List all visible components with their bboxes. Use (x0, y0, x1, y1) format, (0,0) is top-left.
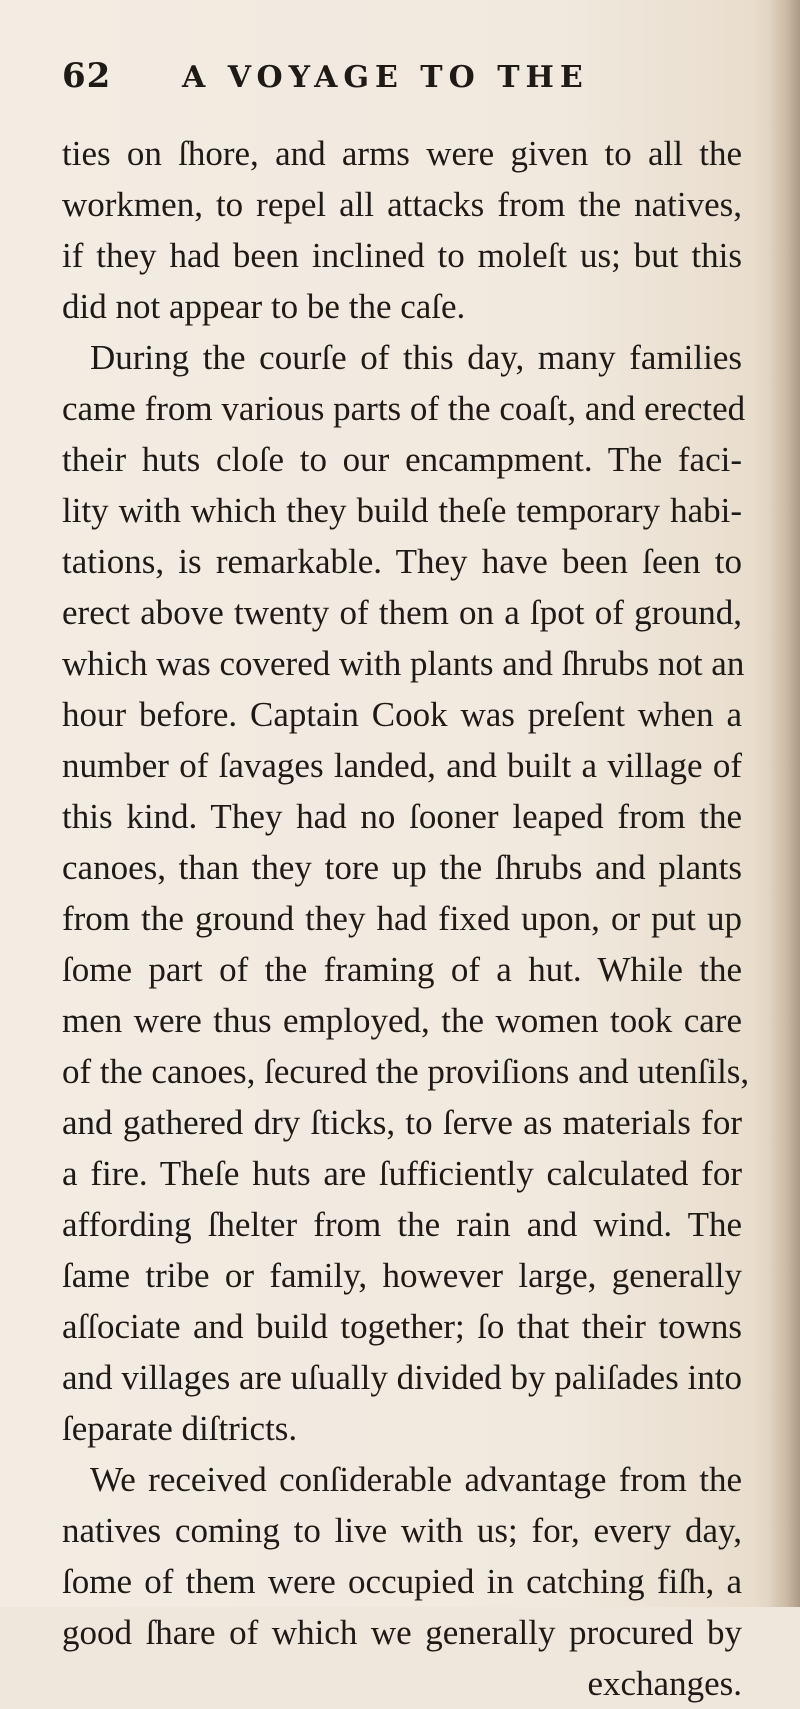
text-line: natives coming to live with us; for, every day, (62, 1511, 742, 1550)
page-number: 62 (62, 56, 112, 96)
text-line: aſſociate and build together; ſo that their towns (62, 1307, 742, 1346)
text-line: affording ſhelter from the rain and wind. The (62, 1205, 742, 1244)
text-line: exchanges. (587, 1664, 742, 1703)
text-line: did not appear to be the caſe. (62, 287, 466, 326)
text-line: erect above twenty of them on a ſpot of ground, (62, 593, 742, 632)
text-line: which was covered with plants and ſhrubs not an (62, 644, 745, 683)
text-line: ſeparate diſtricts. (62, 1409, 298, 1448)
text-line: their huts cloſe to our encampment. The faci- (62, 440, 742, 479)
text-line: a fire. Theſe huts are ſufficiently calculated for (62, 1154, 742, 1193)
text-line: ties on ſhore, and arms were given to all the (62, 134, 742, 173)
text-line: ſome part of the framing of a hut. While the (62, 950, 742, 989)
text-line: lity with which they build theſe temporary habi- (62, 491, 742, 530)
text-line: number of ſavages landed, and built a village of (62, 746, 742, 785)
text-line: from the ground they had fixed upon, or put up (62, 899, 742, 938)
text-line: ſame tribe or family, however large, generally (62, 1256, 742, 1295)
text-line: good ſhare of which we generally procured by (62, 1613, 742, 1652)
text-line: tations, is remarkable. They have been ſeen to (62, 542, 742, 581)
text-line: of the canoes, ſecured the proviſions and utenſils, (62, 1052, 750, 1091)
text-line: hour before. Captain Cook was preſent when a (62, 695, 742, 734)
running-head (62, 56, 742, 106)
text-line: We received conſiderable advantage from the (90, 1460, 742, 1499)
page-edge-shadow (768, 0, 800, 1607)
text-line: came from various parts of the coaſt, and erected (62, 389, 746, 428)
text-line: this kind. They had no ſooner leaped from the (62, 797, 742, 836)
text-line: and villages are uſually divided by paliſades into (62, 1358, 742, 1397)
text-line: men were thus employed, the women took care (62, 1001, 742, 1040)
text-line: canoes, than they tore up the ſhrubs and plants (62, 848, 742, 887)
text-line: and gathered dry ſticks, to ſerve as materials for (62, 1103, 742, 1142)
body-text (62, 128, 750, 1709)
running-title: A VOYAGE TO THE (182, 60, 589, 95)
text-line: workmen, to repel all attacks from the natives, (62, 185, 742, 224)
text-line: During the courſe of this day, many families (90, 338, 742, 377)
text-line: ſome of them were occupied in catching fiſh, a (62, 1562, 742, 1601)
text-line: if they had been inclined to moleſt us; but this (62, 236, 742, 275)
